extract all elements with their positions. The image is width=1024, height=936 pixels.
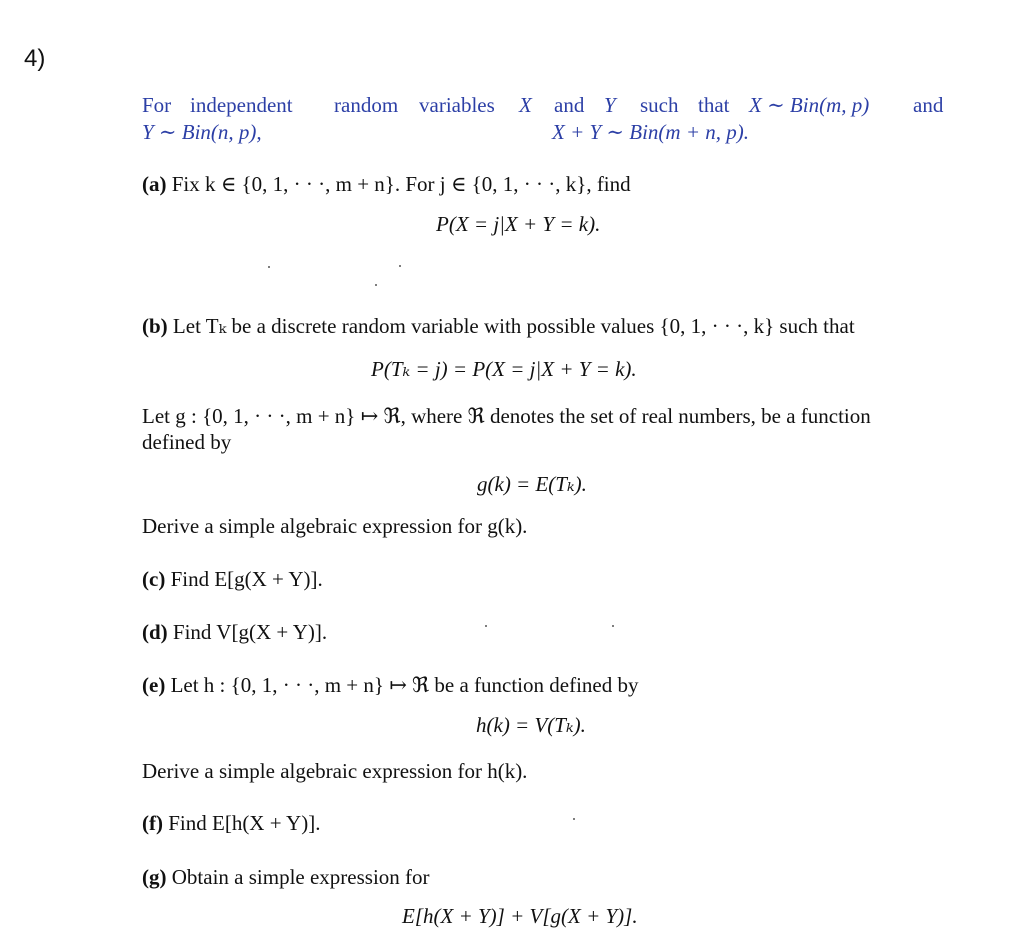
intro-word: For: [142, 93, 172, 117]
part-c-text: Find E[g(X + Y)].: [170, 567, 323, 591]
scan-speck: [612, 625, 614, 627]
intro-word: and: [913, 93, 944, 117]
part-b-let-line1: Let g : {0, 1, · · ·, m + n} ↦ ℜ, where ℜ denotes the set of real numbers, be a function: [142, 404, 871, 428]
part-c: [142, 566, 323, 592]
part-g-label: (g): [142, 865, 167, 889]
part-e: [142, 672, 638, 698]
intro-var-x: X: [519, 93, 532, 117]
part-a-label: (a): [142, 172, 167, 196]
intro-dist-x: X ∼ Bin(m, p): [749, 93, 870, 117]
intro-word: such: [640, 93, 679, 117]
intro-word: random: [334, 93, 399, 117]
problem-number: 4): [24, 45, 46, 72]
intro-word: and: [554, 93, 585, 117]
part-b-let-line2: defined by: [142, 430, 232, 454]
part-a-formula: P(X = j|X + Y = k).: [436, 212, 601, 236]
part-b-derive: Derive a simple algebraic expression for g(k).: [142, 514, 528, 538]
part-g-formula: E[h(X + Y)] + V[g(X + Y)].: [402, 904, 638, 928]
part-e-label: (e): [142, 673, 166, 697]
intro-word: that: [698, 93, 730, 117]
part-b-formula: P(Tₖ = j) = P(X = j|X + Y = k).: [371, 357, 637, 381]
part-f-label: (f): [142, 811, 163, 835]
part-c-label: (c): [142, 567, 166, 591]
scan-speck: [485, 625, 487, 627]
intro-word: independent: [190, 93, 293, 117]
part-e-derive: Derive a simple algebraic expression for h(k).: [142, 759, 528, 783]
intro-word: variables: [419, 93, 495, 117]
part-b-formula2: g(k) = E(Tₖ).: [477, 472, 587, 496]
scan-speck: [573, 818, 575, 820]
part-d-label: (d): [142, 620, 168, 644]
part-e-text: Let h : {0, 1, · · ·, m + n} ↦ ℜ be a function defined by: [170, 673, 639, 697]
part-g: [142, 864, 430, 890]
part-g-text: Obtain a simple expression for: [171, 865, 430, 889]
scan-speck: [375, 284, 377, 286]
intro-dist-y: Y ∼ Bin(n, p),: [142, 120, 262, 144]
part-a-text: Fix k ∈ {0, 1, · · ·, m + n}. For j ∈ {0, 1, · · ·, k}, find: [171, 172, 631, 196]
part-e-formula: h(k) = V(Tₖ).: [476, 713, 586, 737]
part-d-text: Find V[g(X + Y)].: [172, 620, 328, 644]
intro-var-y: Y: [604, 93, 616, 117]
part-f: [142, 810, 320, 836]
intro-dist-sum: X + Y ∼ Bin(m + n, p).: [552, 120, 750, 144]
part-f-text: Find E[h(X + Y)].: [168, 811, 321, 835]
part-d: [142, 619, 327, 645]
scan-speck: [268, 266, 270, 268]
part-b-text: Let Tₖ be a discrete random variable with possible values {0, 1, · · ·, k} such that: [172, 314, 855, 338]
part-b-label: (b): [142, 314, 168, 338]
scan-speck: [399, 265, 401, 267]
part-a: [142, 171, 631, 197]
part-b: [142, 313, 855, 339]
